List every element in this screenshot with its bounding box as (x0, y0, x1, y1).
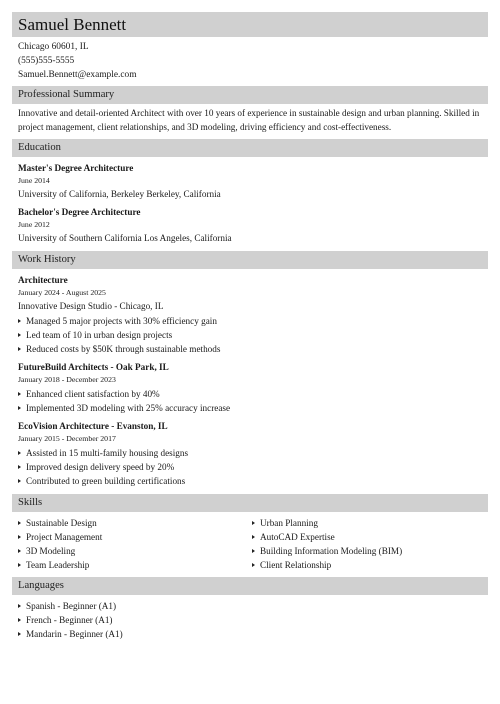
skills-heading-text: Skills (18, 497, 43, 508)
work-heading (12, 251, 488, 269)
education-item (18, 161, 486, 201)
skill-item: Team Leadership (18, 558, 252, 572)
skills-right-column (252, 516, 486, 572)
education-item (18, 205, 486, 245)
job-bullet: Improved design delivery speed by 20% (18, 460, 486, 474)
job-bullet: Managed 5 major projects with 30% efficiency gain (18, 314, 486, 328)
degree-date: June 2012 (18, 220, 50, 229)
contact-phone: (555)555-5555 (18, 56, 75, 66)
language-item: Mandarin - Beginner (A1) (18, 627, 486, 641)
job-entry (18, 360, 486, 415)
skill-item: Client Relationship (252, 558, 486, 572)
contact-info (0, 37, 500, 82)
skill-item: AutoCAD Expertise (252, 530, 486, 544)
language-item: French - Beginner (A1) (18, 613, 486, 627)
job-bullet: Assisted in 15 multi-family housing designs (18, 446, 486, 460)
education-heading-text: Education (18, 142, 61, 153)
job-date: January 2018 - December 2023 (18, 375, 116, 384)
work-heading-text: Work History (18, 254, 76, 265)
job-entry (18, 273, 486, 356)
job-bullet: Enhanced client satisfaction by 40% (18, 387, 486, 401)
skill-item: Urban Planning (252, 516, 486, 530)
job-bullets (18, 314, 486, 356)
job-company: Innovative Design Studio - Chicago, IL (18, 301, 164, 311)
skill-item: Project Management (18, 530, 252, 544)
skill-item: Building Information Modeling (BIM) (252, 544, 486, 558)
job-bullet: Reduced costs by $50K through sustainable methods (18, 342, 486, 356)
job-bullet: Implemented 3D modeling with 25% accuracy increase (18, 401, 486, 415)
language-item: Spanish - Beginner (A1) (18, 599, 486, 613)
degree-title: Bachelor's Degree Architecture (18, 207, 141, 217)
job-bullets (18, 446, 486, 488)
degree-date: June 2014 (18, 176, 50, 185)
skill-item: 3D Modeling (18, 544, 252, 558)
contact-email: Samuel.Bennett@example.com (18, 70, 137, 80)
languages-heading (12, 577, 488, 595)
summary-heading (12, 86, 488, 104)
job-date: January 2015 - December 2017 (18, 434, 116, 443)
job-bullets (18, 387, 486, 415)
skills-section (0, 512, 500, 577)
work-section (0, 273, 500, 494)
job-title: Architecture (18, 275, 68, 285)
degree-school: University of California, Berkeley Berkeley, California (18, 189, 221, 199)
skills-left-column (18, 516, 252, 572)
languages-heading-text: Languages (18, 580, 64, 591)
education-heading (12, 139, 488, 157)
skills-heading (12, 494, 488, 512)
degree-title: Master's Degree Architecture (18, 163, 134, 173)
summary-text: Innovative and detail-oriented Architect with over 10 years of experience in sustainable design and urban planning. Skilled in project management, client relationships, and 3D modeling, driving efficiency and cost-effectiveness. (18, 108, 480, 132)
name-header (12, 12, 488, 37)
job-entry (18, 419, 486, 488)
education-section (0, 161, 500, 251)
languages-list (18, 599, 486, 641)
candidate-name: Samuel Bennett (18, 15, 127, 34)
skill-item: Sustainable Design (18, 516, 252, 530)
job-title: FutureBuild Architects - Oak Park, IL (18, 362, 169, 372)
languages-section (0, 595, 500, 641)
job-bullet: Contributed to green building certifications (18, 474, 486, 488)
contact-location: Chicago 60601, IL (18, 42, 89, 52)
job-bullet: Led team of 10 in urban design projects (18, 328, 486, 342)
degree-school: University of Southern California Los Angeles, California (18, 233, 232, 243)
job-date: January 2024 - August 2025 (18, 288, 106, 297)
job-title: EcoVision Architecture - Evanston, IL (18, 421, 168, 431)
summary-heading-text: Professional Summary (18, 89, 115, 100)
